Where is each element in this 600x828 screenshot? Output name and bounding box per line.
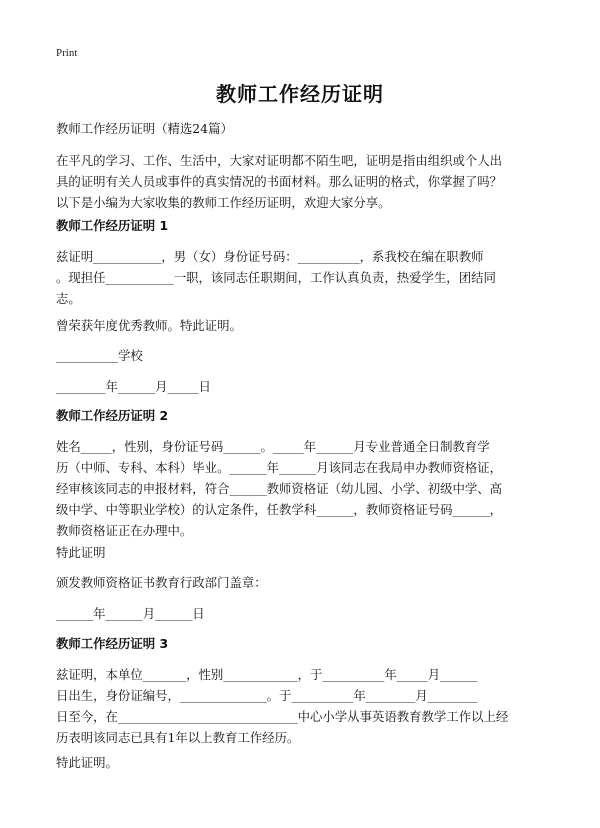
section3-line: 日至今，在_____________________________中心小学从事英语教育教学工作以上经	[56, 709, 509, 724]
subtitle-text: 教师工作经历证明（精选24篇）	[56, 121, 233, 136]
section2-certify	[56, 542, 550, 563]
section1-heading: 教师工作经历证明 1	[56, 218, 169, 233]
section2-date	[56, 603, 550, 624]
section3-line: 兹证明，本单位_______，性别____________，于__________年_____月______	[56, 667, 478, 682]
section2-line: 级中学、中等职业学校）的认定条件，任教学科______，教师资格证号码______，	[56, 502, 503, 517]
section3-paragraph	[56, 664, 550, 748]
section1-line: 志。	[56, 291, 81, 306]
section1-honor-text: 曾荣获年度优秀教师。特此证明。	[56, 318, 242, 333]
section2-line: 经审核该同志的申报材料，符合______教师资格证（幼儿园、小学、初级中学、高	[56, 481, 503, 496]
section3-line: 日出生，身份证编号，______________。于__________年________月________	[56, 688, 478, 703]
section1-school-line: __________学校	[56, 348, 143, 363]
section1-date	[56, 376, 550, 397]
section2-paragraph	[56, 436, 550, 541]
section3-line: 历表明该同志已具有1年以上教育工作经历。	[56, 730, 300, 745]
section1-paragraph	[56, 246, 550, 309]
section1-date-line: ________年______月_____日	[56, 379, 211, 394]
section1-line: 。现担任___________一职，该同志任职期间，工作认真负责，热爱学生，团结同	[56, 270, 496, 285]
section2-date-line: ______年______月______日	[56, 606, 205, 621]
section2-certify-text: 特此证明	[56, 545, 106, 560]
section2-seal-text: 颁发教师资格证书教育行政部门盖章：	[56, 575, 267, 590]
section1-honor	[56, 315, 550, 336]
intro-line: 具的证明有关人员或事件的真实情况的书面材料。那么证明的格式，你掌握了吗？	[56, 174, 503, 189]
intro-line: 以下是小编为大家收集的教师工作经历证明，欢迎大家分享。	[56, 195, 391, 210]
section2-line: 教师资格证正在办理中。	[56, 523, 193, 538]
subtitle	[56, 118, 550, 139]
section2-heading: 教师工作经历证明 2	[56, 408, 169, 423]
section3-heading: 教师工作经历证明 3	[56, 636, 169, 651]
section2-seal	[56, 572, 550, 593]
intro-paragraph	[56, 150, 550, 213]
section2-line: 姓名_____，性别，身份证号码______。_____年______月专业普通全日制教育学	[56, 439, 490, 454]
section1-line: 兹证明___________，男（女）身份证号码：__________，系我校在编在职教师	[56, 249, 484, 264]
page-title: 教师工作经历证明	[216, 82, 384, 106]
print-link[interactable]: Print	[56, 47, 78, 59]
intro-line: 在平凡的学习、工作、生活中，大家对证明都不陌生吧，证明是指由组织或个人出	[56, 153, 503, 168]
section3-certify-text: 特此证明。	[56, 755, 118, 770]
section1-school	[56, 345, 550, 366]
section2-line: 历（中师、专科、本科）毕业。______年______月该同志在我局申办教师资格证，	[56, 460, 503, 475]
section3-certify	[56, 752, 550, 773]
